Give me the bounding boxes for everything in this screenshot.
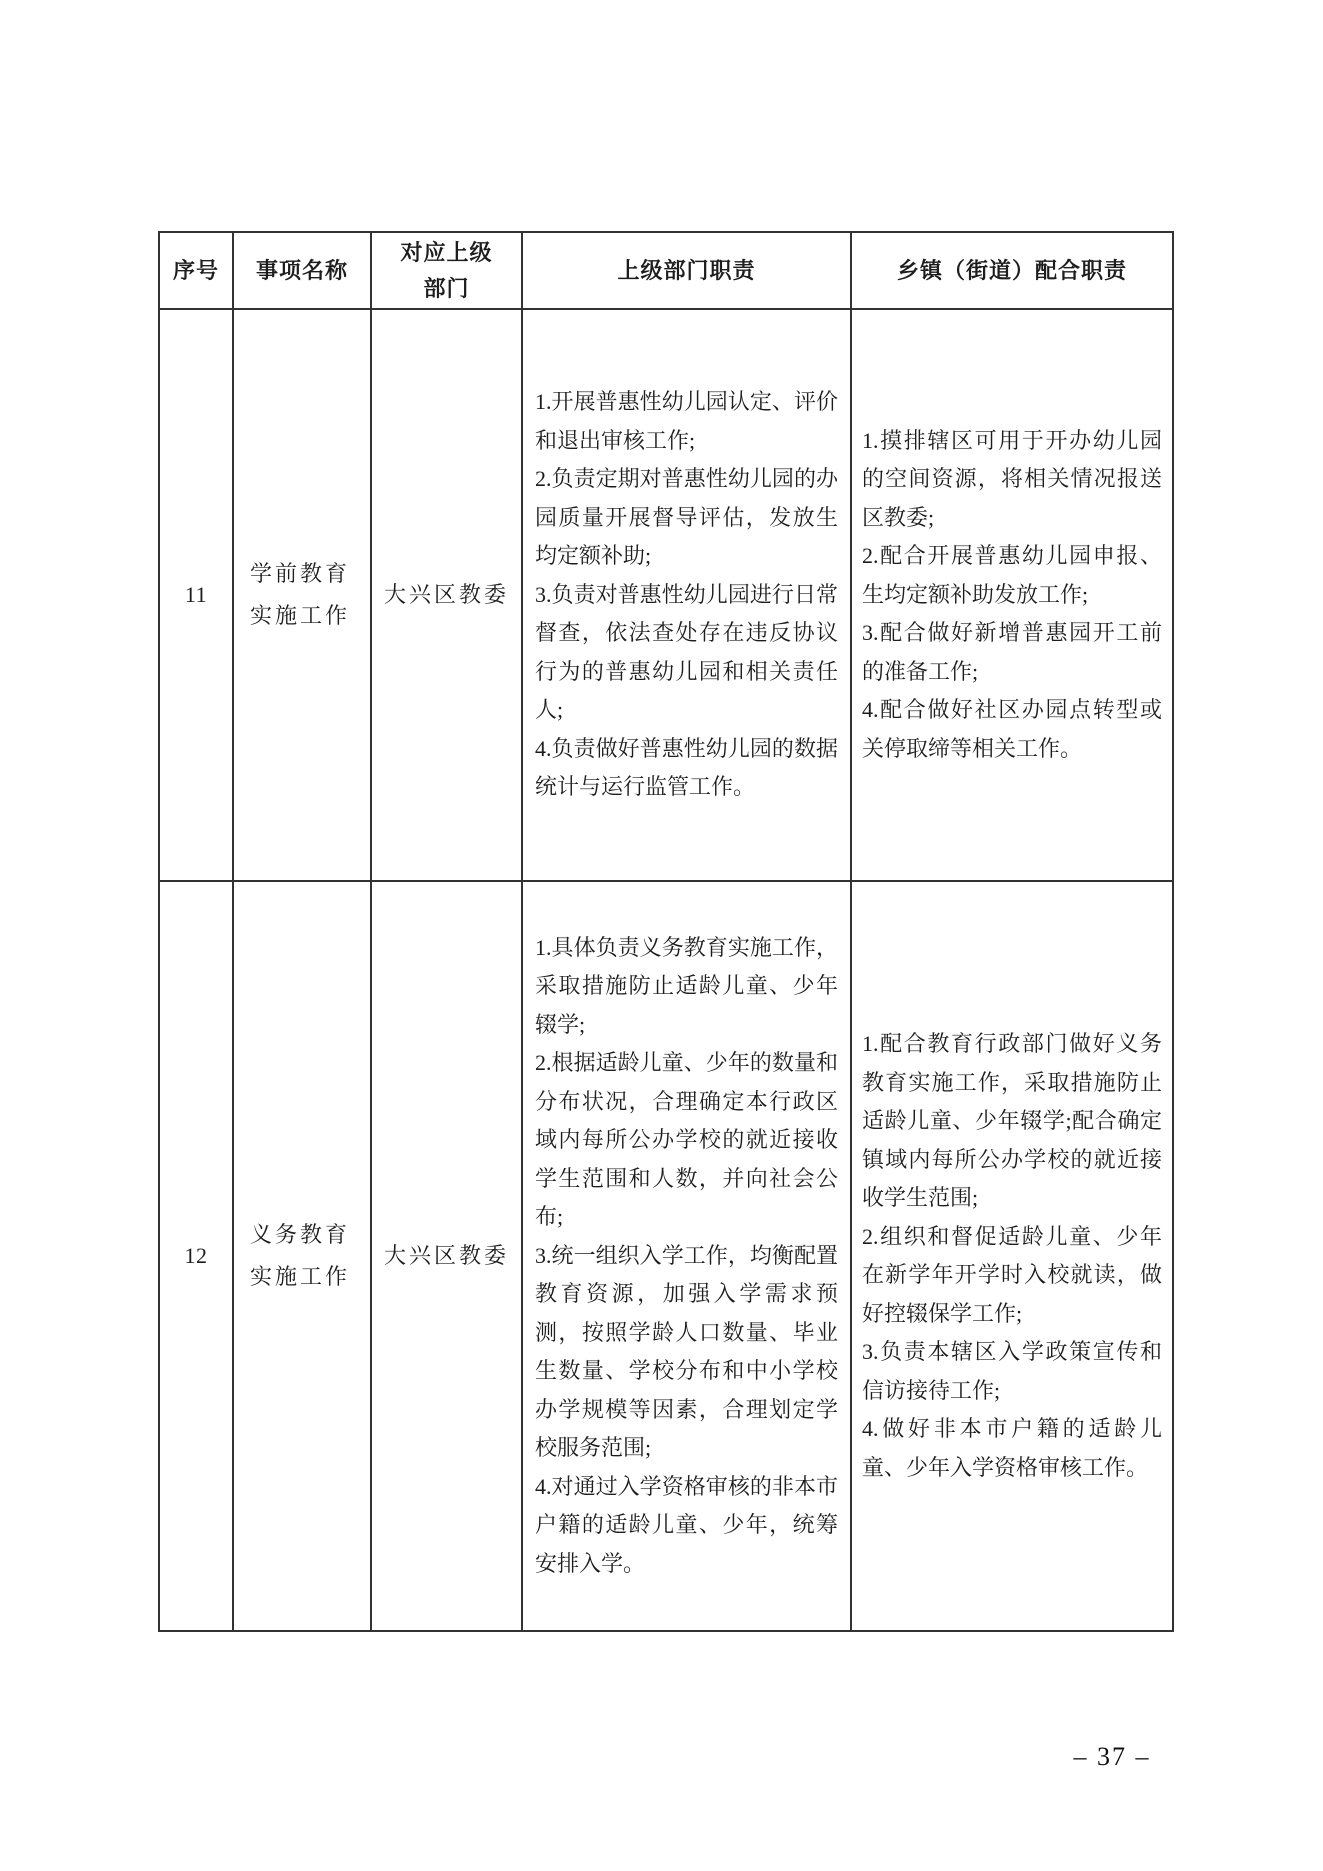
duty-paragraph: 4.负责做好普惠性幼儿园的数据统计与运行监管工作。 — [535, 735, 838, 800]
header-item-name: 事项名称 — [233, 232, 371, 309]
duty-paragraph: 1.配合教育行政部门做好义务教育实施工作，采取措施防止适龄儿童、少年辍学;配合确定镇域内每所公办学校的就近接收学生范围; — [862, 1031, 1162, 1210]
page-number: – 37 – — [1073, 1742, 1151, 1771]
duty-table — [158, 231, 1174, 1632]
duty-paragraph: 4.配合做好社区办园点转型或关停取缔等相关工作。 — [862, 697, 1162, 761]
seq-cell: 11 — [159, 309, 233, 881]
item-name-cell — [233, 309, 371, 881]
header-seq: 序号 — [159, 232, 233, 309]
superior-duties-cell — [522, 309, 851, 881]
duty-paragraph: 3.配合做好新增普惠园开工前的准备工作; — [862, 620, 1162, 684]
item-name-text: 义务教育实施工作 — [250, 1222, 351, 1289]
department-cell: 大兴区教委 — [371, 881, 522, 1631]
table-row — [159, 309, 1173, 881]
township-duties-cell — [851, 881, 1173, 1631]
duty-paragraph: 3.统一组织入学工作，均衡配置教育资源，加强入学需求预测，按照学龄人口数量、毕业生数量、学校分布和中小学校办学规模等因素，合理划定学校服务范围; — [535, 1242, 838, 1461]
item-name-cell — [233, 881, 371, 1631]
superior-duties-cell — [522, 881, 851, 1631]
township-duties-cell — [851, 309, 1173, 881]
header-superior-duties: 上级部门职责 — [522, 232, 851, 309]
duty-paragraph: 2.负责定期对普惠性幼儿园的办园质量开展督导评估，发放生均定额补助; — [535, 466, 838, 569]
duty-paragraph: 2.组织和督促适龄儿童、少年在新学年开学时入校就读，做好控辍保学工作; — [862, 1223, 1162, 1326]
duty-paragraph: 4.做好非本市户籍的适龄儿童、少年入学资格审核工作。 — [862, 1416, 1162, 1480]
seq-cell: 12 — [159, 881, 233, 1631]
header-department: 对应上级部门 — [371, 232, 522, 309]
department-cell: 大兴区教委 — [371, 309, 522, 881]
item-name-text: 学前教育实施工作 — [250, 561, 351, 628]
duty-paragraph: 1.具体负责义务教育实施工作，采取措施防止适龄儿童、少年辍学; — [535, 934, 838, 1037]
duty-paragraph: 1.开展普惠性幼儿园认定、评价和退出审核工作; — [535, 389, 838, 453]
table-row — [159, 881, 1173, 1631]
header-township-duties: 乡镇（街道）配合职责 — [851, 232, 1173, 309]
duty-paragraph: 3.负责对普惠性幼儿园进行日常督查，依法查处存在违反协议行为的普惠幼儿园和相关责任人; — [535, 581, 838, 723]
duty-paragraph: 2.根据适龄儿童、少年的数量和分布状况，合理确定本行政区域内每所公办学校的就近接收学生范围和人数，并向社会公布; — [535, 1050, 838, 1230]
duty-paragraph: 2.配合开展普惠幼儿园申报、生均定额补助发放工作; — [862, 543, 1162, 607]
duty-paragraph: 3.负责本辖区入学政策宣传和信访接待工作; — [862, 1339, 1162, 1403]
duty-paragraph: 4.对通过入学资格审核的非本市户籍的适龄儿童、少年，统筹安排入学。 — [535, 1473, 838, 1576]
duty-paragraph: 1.摸排辖区可用于开办幼儿园的空间资源，将相关情况报送区教委; — [862, 427, 1162, 530]
table-header-row — [159, 232, 1173, 309]
